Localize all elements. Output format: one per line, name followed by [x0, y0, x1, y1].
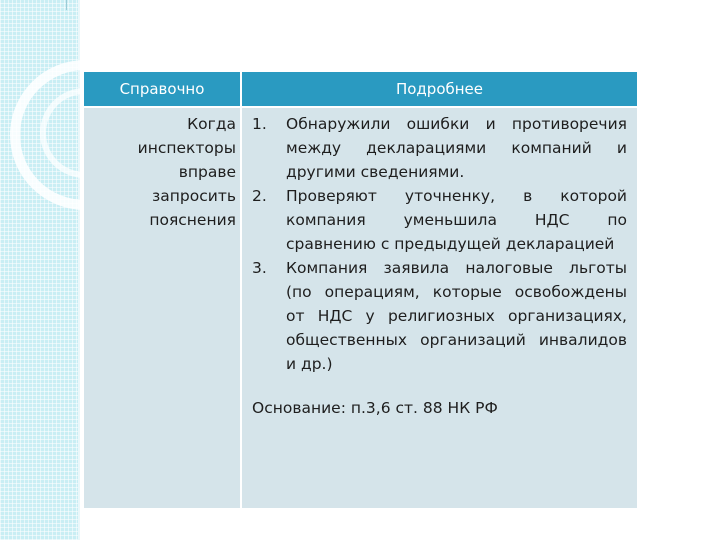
left-line: запросить — [152, 187, 236, 205]
left-cell-text — [84, 112, 236, 232]
list-item — [252, 184, 627, 256]
text-line: другими сведениями. — [286, 163, 465, 181]
right-cell — [242, 108, 637, 508]
table-body-row — [84, 108, 637, 508]
header-cell-details: Подробнее — [242, 72, 637, 106]
list-item-text — [286, 256, 627, 376]
text-line: Проверяют уточненку, в которой — [286, 187, 627, 205]
text-line: (по операциям, которые освобождены — [286, 283, 627, 301]
list-item-number: 2. — [252, 187, 267, 205]
left-line: инспекторы — [137, 139, 236, 157]
list-item — [252, 256, 627, 376]
left-line: Когда — [187, 115, 236, 133]
list-item — [252, 112, 627, 184]
text-line: между декларациями компаний и — [286, 139, 627, 157]
text-line: общественных организаций инвалидов — [286, 331, 627, 349]
left-line: пояснения — [149, 211, 236, 229]
list-item-number: 1. — [252, 115, 267, 133]
numbered-list — [252, 112, 627, 376]
list-item-text — [286, 184, 627, 256]
left-line: вправе — [178, 163, 236, 181]
table-header-row — [84, 72, 637, 106]
text-line: Компания заявила налоговые льготы — [286, 259, 627, 277]
list-item-text — [286, 112, 627, 184]
text-line: сравнению с предыдущей декларацией — [286, 235, 615, 253]
left-cell — [84, 108, 240, 508]
info-table — [84, 72, 637, 508]
text-line: и др.) — [286, 355, 333, 373]
text-line: компания уменьшила НДС по — [286, 211, 627, 229]
list-item-number: 3. — [252, 259, 267, 277]
text-line: от НДС у религиозных организациях, — [286, 307, 627, 325]
decorative-line — [66, 0, 67, 10]
header-cell-reference: Справочно — [84, 72, 240, 106]
text-line: Обнаружили ошибки и противоречия — [286, 115, 627, 133]
legal-basis-text: Основание: п.3,6 ст. 88 НК РФ — [252, 399, 498, 417]
